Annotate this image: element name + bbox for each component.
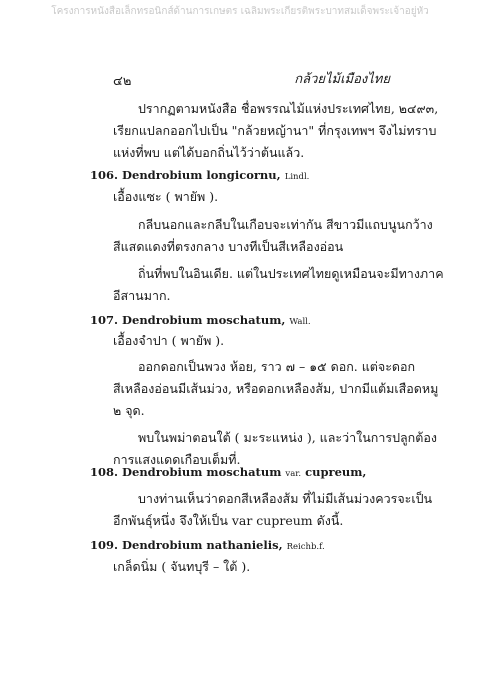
species-name: Dendrobium nathanielis, <box>122 538 283 552</box>
variety-name: cupreum, <box>305 465 367 479</box>
entry-number: 109. <box>90 538 119 552</box>
entry-number: 107. <box>90 313 119 327</box>
entry-109-heading <box>90 538 325 552</box>
entry-106-thai-name: เอื้องแซะ ( พายัพ ). <box>113 189 219 204</box>
species-author: Wall. <box>289 317 311 327</box>
entry-108-heading <box>90 465 366 479</box>
entry-107-p2-line2: การแสงแดดเกือบเต็มที่. <box>113 452 241 467</box>
intro-line-2: เรียกแปลกออกไปเป็น "กล้วยหญ้านา" ที่กรุงเทพฯ จึงไม่ทราบ <box>113 123 437 138</box>
species-name: Dendrobium moschatum <box>122 465 282 479</box>
entry-106-heading <box>90 168 309 182</box>
entry-108-p1-line2: อีกพันธุ์หนึ่ง จึงให้เป็น var cupreum ดังนี้. <box>113 513 344 528</box>
entry-107-p2-line1: พบในพม่าตอนใต้ ( มะระแหน่ง ), และว่าในการปลูกต้อง <box>138 430 437 445</box>
entry-109-thai-name: เกล็ดนิ่ม ( จันทบุรี – ใต้ ). <box>113 559 251 574</box>
species-author: Reichb.f. <box>286 542 325 552</box>
entry-107-p1-line3: ๒ จุด. <box>113 403 145 418</box>
variety-label: var. <box>285 469 302 479</box>
entry-106-p2-line1: ถิ่นที่พบในอินเดีย. แต่ในประเทศไทยดูเหมือนจะมีทางภาค <box>138 266 444 281</box>
entry-106-p2-line2: อีสานมาก. <box>113 288 171 303</box>
entry-107-heading <box>90 313 311 327</box>
entry-number: 108. <box>90 465 119 479</box>
entry-108-p1-line1: บางท่านเห็นว่าดอกสีเหลืองส้ม ที่ไม่มีเส้นม่วงควรจะเป็น <box>138 491 433 506</box>
entry-107-p1-line2: สีเหลืองอ่อนมีเส้นม่วง, หรือดอกเหลืองส้ม, ปากมีแต้มเสือดหมู <box>113 381 439 396</box>
entry-106-p1-line2: สีแสดแดงที่ตรงกลาง บางทีเป็นสีเหลืองอ่อน <box>113 239 344 254</box>
entry-number: 106. <box>90 168 119 182</box>
entry-106-p1-line1: กลีบนอกและกลีบในเกือบจะเท่ากัน สีขาวมีแถบนูนกว้าง <box>138 217 433 232</box>
running-title: กล้วยไม้เมืองไทย <box>294 72 390 87</box>
watermark: โครงการหนังสือเล็กทรอนิกส์ด้านการเกษตร เฉลิมพระเกียรติพระบาทสมเด็จพระเจ้าอยู่หัว <box>51 6 429 17</box>
intro-line-3: แห่งที่พบ แต่ได้บอกถิ่นไว้ว่าต้นแล้ว. <box>113 145 305 160</box>
species-name: Dendrobium moschatum, <box>122 313 286 327</box>
species-name: Dendrobium longicornu, <box>122 168 281 182</box>
intro-line-1: ปรากฏตามหนังสือ ชื่อพรรณไม้แห่งประเทศไทย, ๒๔๙๓, <box>138 101 439 116</box>
species-author: Lindl. <box>284 172 310 182</box>
entry-107-p1-line1: ออกดอกเป็นพวง ห้อย, ราว ๗ – ๑๕ ดอก. แต่จะดอก <box>138 359 416 374</box>
entry-107-thai-name: เอื้องจำปา ( พายัพ ). <box>113 333 225 348</box>
page-number: ๔๒ <box>113 74 132 89</box>
